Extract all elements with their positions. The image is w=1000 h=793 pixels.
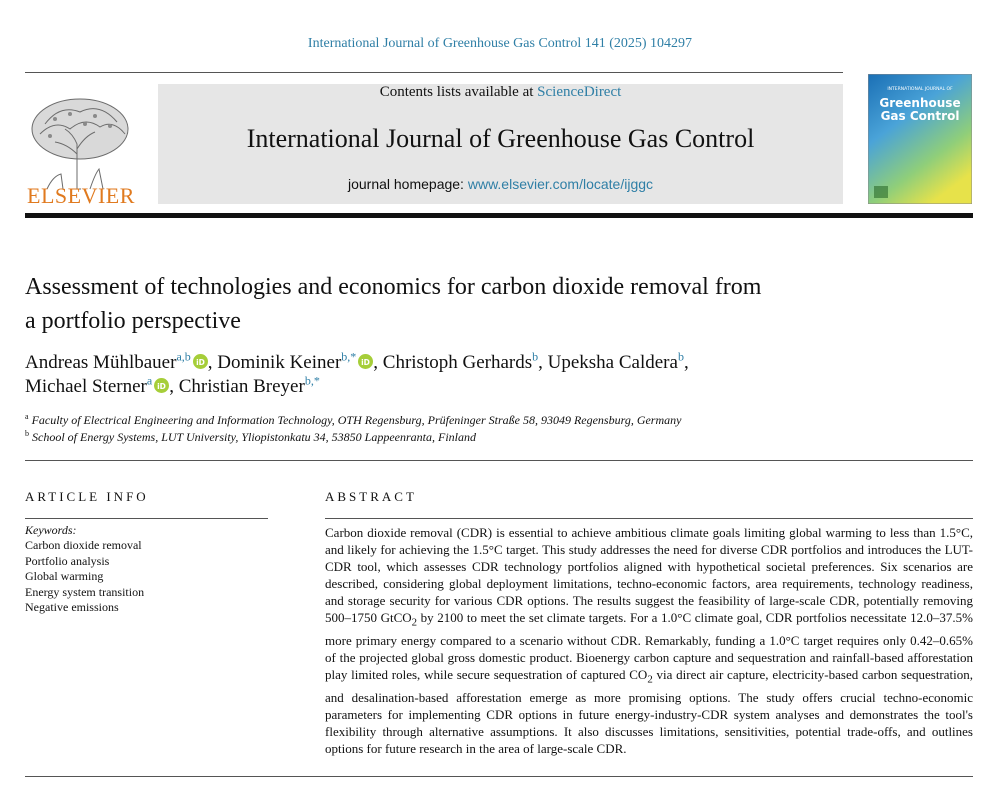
article-title-line1: Assessment of technologies and economics for carbon dioxide removal from [25, 274, 762, 300]
contents-prefix: Contents lists available at [379, 84, 538, 100]
author-name[interactable]: Michael Sterner [25, 376, 147, 397]
abstract-divider [325, 518, 973, 519]
author-name[interactable]: Christian Breyer [178, 376, 305, 397]
orcid-icon[interactable] [193, 354, 208, 369]
author-line-2 [25, 375, 925, 399]
affiliation-text: Faculty of Electrical Engineering and Information Technology, OTH Regensburg, Prüfeninger Straße 58, 93049 Regensburg, Germany [31, 413, 682, 427]
journal-name: International Journal of Greenhouse Gas Control [246, 124, 755, 153]
affiliation-a [25, 412, 965, 429]
svg-text:iD: iD [195, 357, 205, 367]
journal-homepage-link[interactable]: www.elsevier.com/locate/ijggc [467, 176, 654, 192]
homepage-line [158, 176, 843, 192]
cover-title-line1: Greenhouse [879, 96, 961, 110]
author-name[interactable]: Andreas Mühlbauer [25, 352, 177, 373]
keywords-list [25, 538, 275, 616]
affiliation-sup: a [25, 412, 29, 421]
author-list [25, 351, 925, 399]
abstract-subscript: 2 [647, 673, 653, 686]
author-affiliation-sup[interactable]: b,* [304, 373, 320, 388]
journal-cover-image[interactable] [868, 74, 972, 204]
contents-line [158, 84, 843, 101]
abstract-text [325, 524, 973, 757]
keyword-item: Carbon dioxide removal [25, 538, 142, 552]
svg-text:iD: iD [157, 381, 167, 391]
svg-text:iD: iD [361, 357, 371, 367]
keyword-item: Negative emissions [25, 600, 119, 614]
homepage-prefix: journal homepage: [347, 176, 468, 192]
journal-citation-link[interactable]: International Journal of Greenhouse Gas Control 141 (2025) 104297 [307, 36, 693, 51]
abstract-part: via direct air capture, electricity-based carbon sequestration, and desalination-based afforestation emerge as more promising options. The study offers crucial techno-economic parameters for implementing CDR options in future energy-industry-CDR system analyses and demonstrates the tool's flexibility through alternative assumptions. It also discusses limitations, sensitivities, potential trade-offs, and outlines options for future research in the area of large-scale CDR. [325, 667, 974, 757]
abstract-subscript: 2 [411, 617, 418, 630]
header-divider [25, 72, 843, 73]
cover-title-line2: Gas Control [880, 109, 960, 123]
affiliation-b [25, 429, 965, 446]
keyword-item: Energy system transition [25, 584, 145, 599]
article-info-divider [25, 518, 268, 519]
author-affiliation-sup[interactable]: a,b [176, 349, 191, 364]
author-affiliation-sup[interactable]: b [677, 349, 684, 364]
keywords-label: Keywords: [25, 523, 77, 537]
header-thick-divider [25, 213, 973, 218]
cover-top-text: INTERNATIONAL JOURNAL OF [887, 87, 953, 92]
orcid-icon[interactable] [154, 378, 169, 393]
author-separator: , [169, 376, 179, 397]
author-name[interactable]: Upeksha Caldera [547, 352, 678, 373]
article-title [25, 270, 925, 338]
author-separator: , [538, 352, 548, 373]
author-affiliation-sup[interactable]: a [146, 373, 153, 388]
orcid-icon[interactable] [358, 354, 373, 369]
sciencedirect-link[interactable]: ScienceDirect [537, 84, 622, 100]
section-divider [25, 460, 973, 461]
author-name[interactable]: Dominik Keiner [217, 352, 342, 373]
author-affiliation-sup[interactable]: b,* [341, 349, 357, 364]
author-name[interactable]: Christoph Gerhards [382, 352, 533, 373]
author-separator: , [373, 352, 383, 373]
elsevier-wordmark: ELSEVIER [27, 183, 135, 208]
abstract-heading: ABSTRACT [325, 489, 417, 504]
affiliation-text: School of Energy Systems, LUT University, Yliopistonkatu 34, 53850 Lappeenranta, Finland [32, 430, 476, 444]
article-info-heading: ARTICLE INFO [25, 489, 149, 504]
abstract-part: by 2100 to meet the set climate targets. For a 1.0°C climate goal, CDR portfolios necessitate 12.0–37.5% more primary energy compared to a scenario without CDR. Remarkably, funding a 1.0°C target requires only 0.42–0.65% of the projected global gross domestic product. Bioenergy carbon capture and sequestration and rainfall-based afforestation play limited roles, while secure sequestration of captured CO [325, 610, 973, 683]
abstract-part: Carbon dioxide removal (CDR) is essential to achieve ambitious climate goals limiting global warming to less than 1.5°C, and likely for achieving the 1.5°C target. This study addresses the need for diverse CDR portfolios and introduces the LUT-CDR tool, which assesses CDR technology portfolios aligned with hypothetical societal preferences. Six scenarios are described, considering global deployment limitations, techno-economic factors, area requirements, technology readiness, and storage security for various CDR options. The results suggest the feasibility of large-scale CDR, potentially removing 500–1750 GtCO [325, 525, 973, 626]
bottom-divider [25, 776, 973, 777]
author-separator: , [207, 352, 218, 373]
keyword-item: Portfolio analysis [25, 553, 110, 568]
keyword-item: Global warming [25, 569, 104, 583]
author-affiliation-sup[interactable]: b [532, 349, 539, 364]
author-separator: , [683, 352, 689, 373]
article-title-line2: a portfolio perspective [25, 308, 241, 334]
affiliations [25, 412, 965, 446]
affiliation-sup: b [25, 429, 29, 438]
author-line-1 [25, 351, 925, 375]
